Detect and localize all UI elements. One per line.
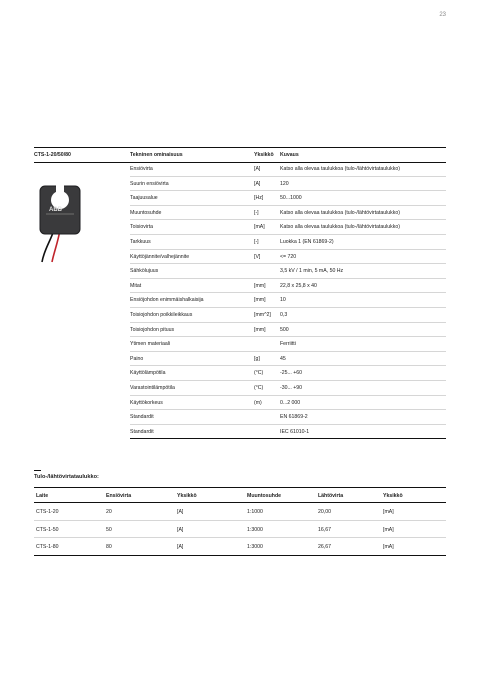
- spec-feature: Paino: [130, 355, 144, 362]
- spec-unit: (°C): [254, 384, 264, 391]
- io-device: CTS-1-50: [36, 526, 59, 533]
- current-transformer-image: [36, 180, 88, 264]
- section-divider: [34, 470, 41, 471]
- spec-feature: Sähkölujuus: [130, 268, 159, 275]
- spec-unit: [A]: [254, 166, 261, 172]
- device-header: Laite: [36, 493, 49, 499]
- spec-row: [130, 308, 446, 323]
- output-current-header: Lähtövirta: [318, 493, 344, 499]
- spec-description: Ferriitti: [280, 341, 296, 348]
- spec-unit: [mA]: [254, 224, 265, 231]
- spec-description: 0,3: [280, 311, 288, 318]
- io-ratio: 1:1000: [247, 509, 263, 515]
- spec-unit: [mm]: [254, 282, 266, 289]
- spec-description: -25... +60: [280, 370, 303, 377]
- spec-feature: Taajuusalue: [130, 195, 158, 202]
- spec-unit: [A]: [254, 180, 261, 187]
- spec-description: Katso alla olevaa taulukkoa (tulo-/lähtövirtataulukko): [280, 209, 400, 216]
- unit-header: Yksikkö: [177, 493, 197, 499]
- spec-feature: Käyttöjännite/valhejännite: [130, 253, 190, 260]
- spec-feature: Mitat: [130, 282, 142, 289]
- io-output-unit: [mA]: [383, 544, 394, 550]
- spec-description: 120: [280, 180, 289, 187]
- spec-row: [130, 279, 446, 294]
- spec-row: [130, 396, 446, 411]
- io-row: [34, 521, 446, 539]
- spec-row: [130, 162, 446, 177]
- spec-feature: Muuntosuhde: [130, 209, 162, 216]
- io-primary-current: 80: [106, 544, 112, 550]
- device-logo-text: ABB: [49, 207, 62, 213]
- spec-feature: Toisiojohdon poikkileikkaus: [130, 311, 193, 318]
- spec-table: [34, 147, 446, 435]
- io-unit: [A]: [177, 509, 184, 515]
- spec-row: [130, 235, 446, 250]
- io-table: [34, 487, 446, 556]
- device-column-header: CTS-1-20/50/80: [34, 152, 71, 158]
- spec-description: 22,8 x 25,8 x 40: [280, 282, 317, 289]
- io-unit: [A]: [177, 526, 184, 533]
- unit-column-header: Yksikkö: [254, 152, 274, 158]
- spec-description: 10: [280, 297, 286, 304]
- feature-column-header: Tekninen ominaisuus: [130, 152, 183, 158]
- spec-row: [130, 425, 446, 440]
- spec-unit: [-]: [254, 209, 259, 216]
- description-column-header: Kuvaus: [280, 152, 299, 158]
- spec-unit: [mm]: [254, 297, 266, 304]
- spec-feature: Käyttölämpötila: [130, 370, 166, 377]
- io-output-unit: [mA]: [383, 526, 394, 533]
- spec-unit: [Hz]: [254, 195, 264, 202]
- io-ratio: 1:3000: [247, 526, 263, 533]
- spec-unit: [g]: [254, 355, 260, 362]
- spec-unit: [mm^2]: [254, 311, 271, 318]
- spec-description: 500: [280, 326, 289, 333]
- spec-feature: Toisiojohdon pituus: [130, 326, 175, 333]
- spec-description: 3,5 kV / 1 min, 5 mA, 50 Hz: [280, 268, 344, 275]
- spec-description: 45: [280, 355, 286, 362]
- io-primary-current: 50: [106, 526, 112, 533]
- io-row: [34, 503, 446, 521]
- io-primary-current: 20: [106, 509, 112, 515]
- output-unit-header: Yksikkö: [383, 493, 403, 499]
- spec-row: [130, 206, 446, 221]
- io-ratio: 1:3000: [247, 544, 263, 550]
- spec-row: [130, 366, 446, 381]
- io-table-header: [34, 488, 446, 503]
- io-output-unit: [mA]: [383, 509, 394, 515]
- spec-description: 0...2 000: [280, 399, 301, 406]
- io-output-current: 26,67: [318, 544, 331, 550]
- io-row: [34, 538, 446, 556]
- spec-row: [130, 323, 446, 338]
- spec-feature: Standardit: [130, 414, 154, 421]
- io-output-current: 16,67: [318, 526, 331, 533]
- io-output-current: 20,00: [318, 509, 331, 515]
- spec-row: [130, 293, 446, 308]
- spec-feature: Ensiövirta: [130, 166, 153, 172]
- io-device: CTS-1-20: [36, 509, 59, 515]
- spec-row: [130, 337, 446, 352]
- spec-description: EN 61869-2: [280, 414, 308, 421]
- spec-row: [130, 381, 446, 396]
- spec-row: [130, 177, 446, 192]
- spec-description: Katso alla olevaa taulukkoa (tulo-/lähtövirtataulukko): [280, 166, 400, 172]
- spec-feature: Standardit: [130, 428, 154, 435]
- spec-feature: Käyttökorkeus: [130, 399, 163, 406]
- spec-unit: [mm]: [254, 326, 266, 333]
- io-rows: [34, 503, 446, 556]
- spec-description: Luokka 1 (EN 61869-2): [280, 238, 334, 245]
- spec-row: [130, 410, 446, 425]
- spec-row: [130, 220, 446, 235]
- spec-table-header: [34, 148, 446, 163]
- spec-unit: [-]: [254, 238, 259, 245]
- spec-description: 50...1000: [280, 195, 302, 202]
- spec-feature: Suurin ensiövirta: [130, 180, 169, 187]
- io-unit: [A]: [177, 544, 184, 550]
- spec-feature: Ytimen materiaali: [130, 341, 171, 348]
- spec-rows: [130, 162, 446, 439]
- spec-row: [130, 191, 446, 206]
- io-section-title: Tulo-/lähtövirtataulukko:: [34, 474, 99, 480]
- io-device: CTS-1-80: [36, 544, 59, 550]
- spec-description: <= 720: [280, 253, 297, 260]
- spec-row: [130, 264, 446, 279]
- spec-description: Katso alla olevaa taulukkoa (tulo-/lähtövirtataulukko): [280, 224, 400, 231]
- page-number: 23: [439, 12, 446, 18]
- spec-feature: Tarkkuus: [130, 238, 151, 245]
- primary-current-header: Ensiövirta: [106, 493, 132, 499]
- spec-unit: (°C): [254, 370, 264, 377]
- spec-row: [130, 250, 446, 265]
- spec-feature: Varastointilämpötila: [130, 384, 175, 391]
- spec-row: [130, 352, 446, 367]
- spec-description: -30... +90: [280, 384, 303, 391]
- spec-feature: Toisiovirta: [130, 224, 154, 231]
- spec-description: IEC 61010-1: [280, 428, 310, 435]
- spec-unit: [V]: [254, 253, 261, 260]
- spec-unit: (m): [254, 399, 262, 406]
- spec-feature: Ensiöjohdon enimmäishalkaisija: [130, 297, 204, 304]
- ratio-header: Muuntosuhde: [247, 493, 281, 499]
